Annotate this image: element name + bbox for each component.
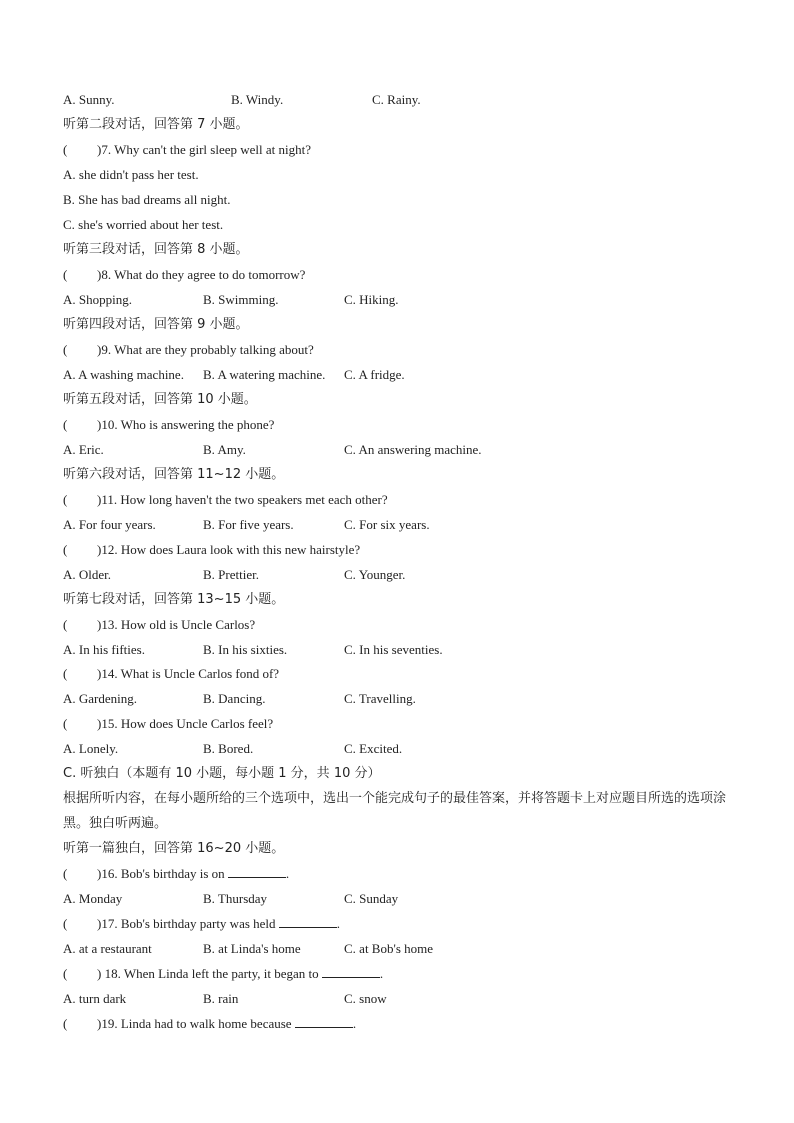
question-stem: ( )15. How does Uncle Carlos feel? [63, 716, 274, 731]
option-a: A. Sunny. [63, 92, 115, 107]
option-a: A. at a restaurant [63, 941, 152, 956]
option-b: B. She has bad dreams all night. [63, 192, 231, 207]
question-stem: ( )8. What do they agree to do tomorrow? [63, 267, 306, 282]
option-b: B. Prettier. [203, 567, 259, 582]
option-b: B. Windy. [231, 92, 284, 107]
question-stem: ( ) 18. When Linda left the party, it began to . [63, 966, 384, 981]
question-stem: ( )11. How long haven't the two speakers met each other? [63, 492, 388, 507]
question-stem: ( )14. What is Uncle Carlos fond of? [63, 666, 280, 681]
answer-blank [279, 916, 337, 928]
option-a: A. turn dark [63, 991, 127, 1006]
section-heading: 听第四段对话，回答第 9 小题。 [63, 317, 249, 332]
option-a: A. For four years. [63, 517, 156, 532]
option-a: A. she didn't pass her test. [63, 167, 199, 182]
option-b: B. Amy. [203, 442, 246, 457]
option-c: C. she's worried about her test. [63, 217, 224, 232]
question-stem: ( )7. Why can't the girl sleep well at night? [63, 142, 312, 157]
option-a: A. Eric. [63, 442, 104, 457]
option-c: C. In his seventies. [344, 642, 443, 657]
part-c-heading: C. 听独白（本题有 10 小题，每小题 1 分，共 10 分） [63, 766, 381, 781]
option-b: B. Thursday [203, 891, 268, 906]
answer-blank [295, 1016, 353, 1028]
option-c: C. Hiking. [344, 292, 399, 307]
option-a: A. Lonely. [63, 741, 119, 756]
instructions: 根据所听内容，在每小题所给的三个选项中，选出一个能完成句子的最佳答案，并将答题卡上对应题目所选的选项涂黑。独白听两遍。 [63, 791, 727, 831]
option-b: B. rain [203, 991, 239, 1006]
answer-blank [322, 966, 380, 978]
question-stem: ( )19. Linda had to walk home because . [63, 1016, 357, 1031]
section-heading: 听第五段对话，回答第 10 小题。 [63, 392, 257, 407]
option-a: A. In his fifties. [63, 642, 145, 657]
option-b: B. Dancing. [203, 691, 266, 706]
question-stem: ( )12. How does Laura look with this new hairstyle? [63, 542, 361, 557]
section-heading: 听第七段对话，回答第 13~15 小题。 [63, 592, 285, 607]
option-c: C. snow [344, 991, 387, 1006]
option-c: C. Travelling. [344, 691, 416, 706]
option-c: C. Younger. [344, 567, 406, 582]
section-heading: 听第二段对话，回答第 7 小题。 [63, 117, 249, 132]
option-c: C. An answering machine. [344, 442, 482, 457]
option-b: B. at Linda's home [203, 941, 301, 956]
option-a: A. Older. [63, 567, 112, 582]
option-a: A. A washing machine. [63, 367, 184, 382]
question-stem: ( )16. Bob's birthday is on . [63, 866, 290, 881]
option-c: C. Sunday [344, 891, 399, 906]
option-c: C. For six years. [344, 517, 430, 532]
option-b: B. Bored. [203, 741, 254, 756]
option-b: B. For five years. [203, 517, 294, 532]
option-c: C. at Bob's home [344, 941, 434, 956]
section-heading: 听第六段对话，回答第 11~12 小题。 [63, 467, 285, 482]
option-a: A. Gardening. [63, 691, 138, 706]
option-b: B. In his sixties. [203, 642, 288, 657]
answer-blank [228, 866, 286, 878]
option-c: C. Rainy. [372, 92, 421, 107]
option-c: C. Excited. [344, 741, 403, 756]
option-a: A. Shopping. [63, 292, 132, 307]
question-stem: ( )9. What are they probably talking about? [63, 342, 314, 357]
section-heading: 听第一篇独白，回答第 16~20 小题。 [63, 841, 285, 856]
option-a: A. Monday [63, 891, 123, 906]
option-b: B. A watering machine. [203, 367, 326, 382]
question-stem: ( )10. Who is answering the phone? [63, 417, 275, 432]
question-stem: ( )13. How old is Uncle Carlos? [63, 617, 256, 632]
option-c: C. A fridge. [344, 367, 405, 382]
section-heading: 听第三段对话，回答第 8 小题。 [63, 242, 249, 257]
question-stem: ( )17. Bob's birthday party was held . [63, 916, 341, 931]
option-b: B. Swimming. [203, 292, 279, 307]
